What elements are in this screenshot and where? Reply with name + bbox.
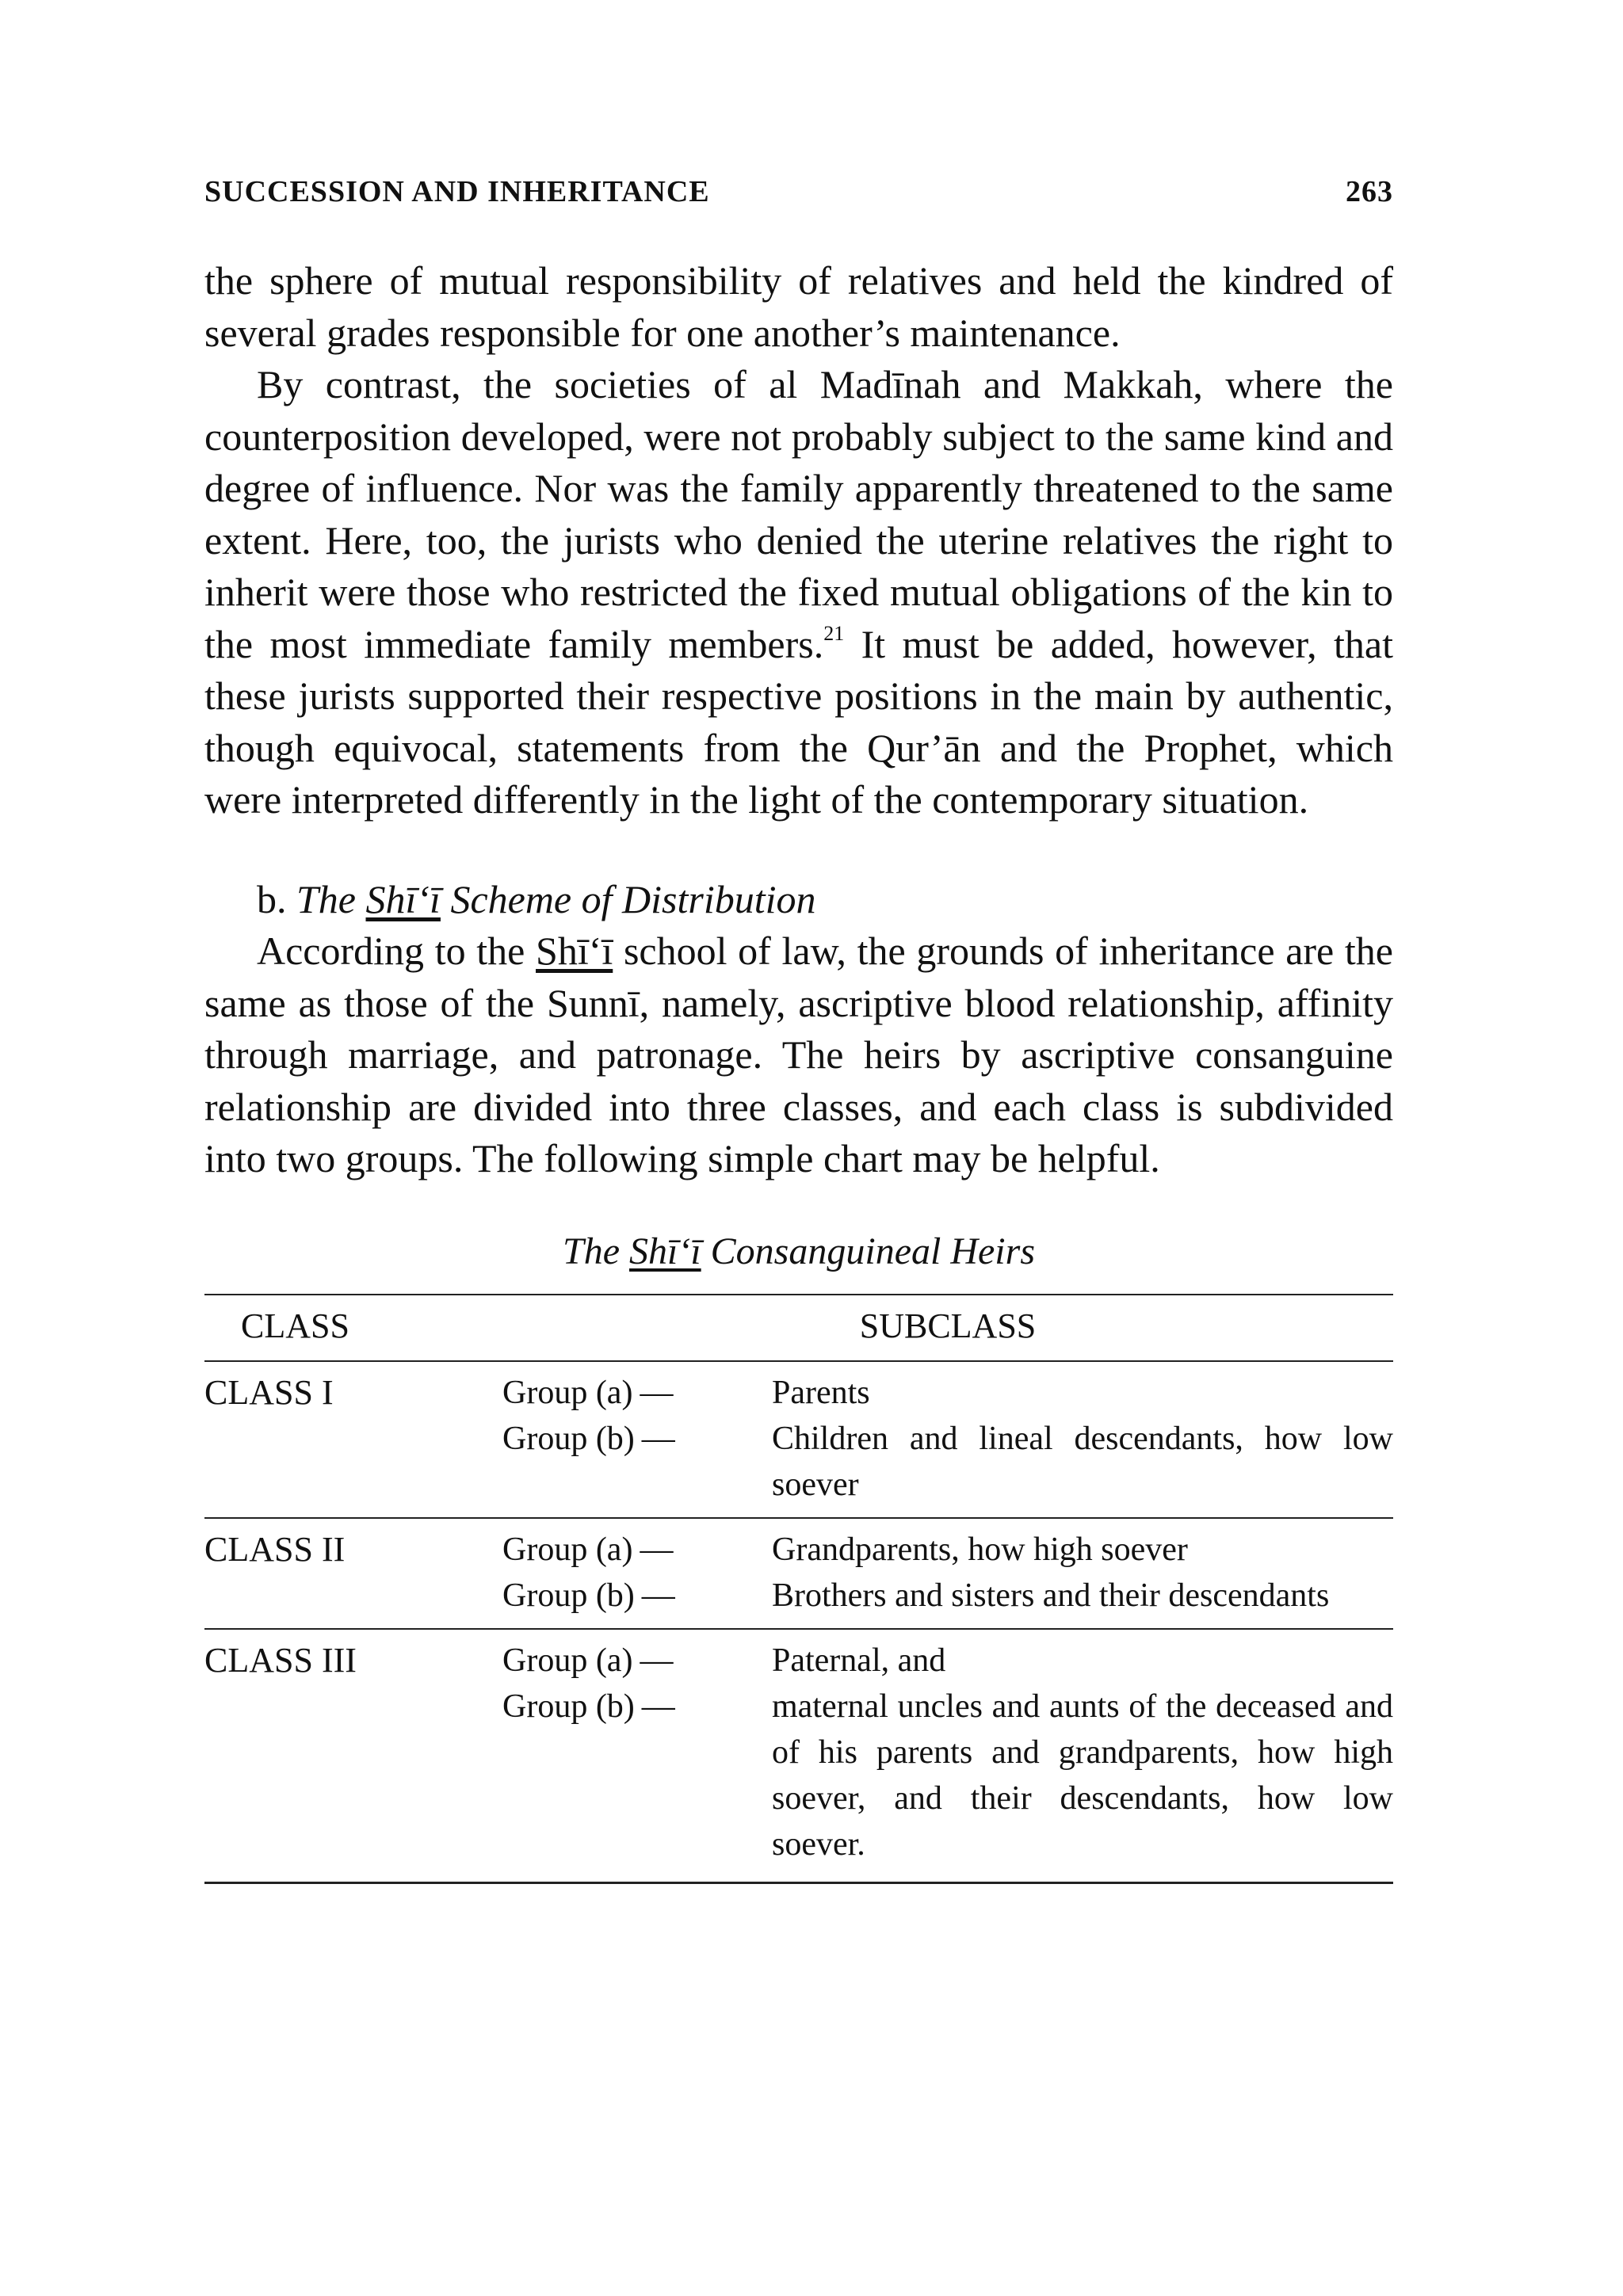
group-b-description: maternal uncles and aunts of the deceased and of his parents and grandparents, how high soever, and their descendants, how low soever. [772, 1688, 1393, 1863]
group-descriptions [772, 1629, 1393, 1883]
section-paragraph [204, 925, 1393, 1185]
section-paragraph-post: school of law, the grounds of inheritance are the same as those of the Sunnī, namely, ascriptive blood relationship, affinity through marriage, and patronage. The heirs by ascriptive consanguine relationship are divided into three classes, and each class is subdivided into two groups. The following simple chart may be helpful. [204, 929, 1393, 1180]
dash: — [641, 1577, 675, 1614]
group-a-label: Group (a) [502, 1642, 633, 1679]
column-header-subclass: SUBCLASS [502, 1295, 1393, 1361]
chart-title-pre: The [563, 1230, 629, 1272]
paragraph-2-text-cont: It must be added, however, that these jurists supported their respective positions in the main by authentic, though equivocal, statements from the Qur’ān and the Prophet, which were interpreted differently in the light of the contemporary situation. [204, 621, 1393, 822]
group-a-description: Paternal, and [772, 1642, 946, 1679]
group-b-description: Children and lineal descendants, how low soever [772, 1420, 1393, 1503]
section-label: b. [257, 876, 287, 921]
class-name: CLASS I [204, 1361, 502, 1518]
group-a-label: Group (a) [502, 1374, 633, 1411]
running-header [204, 174, 1393, 209]
dash: — [640, 1374, 674, 1411]
dash: — [640, 1531, 674, 1568]
class-name: CLASS III [204, 1629, 502, 1883]
dash: — [641, 1420, 675, 1457]
group-labels [502, 1518, 772, 1629]
body-text [204, 255, 1393, 826]
group-labels [502, 1361, 772, 1518]
group-a-description: Parents [772, 1374, 870, 1411]
dash: — [640, 1642, 674, 1679]
book-page [204, 174, 1393, 1884]
table-row [204, 1361, 1393, 1518]
group-b-label: Group (b) [502, 1420, 635, 1457]
running-title: SUCCESSION AND INHERITANCE [204, 175, 710, 208]
group-descriptions [772, 1518, 1393, 1629]
paragraph-2 [204, 359, 1393, 826]
table-row [204, 1518, 1393, 1629]
group-descriptions [772, 1361, 1393, 1518]
group-labels [502, 1629, 772, 1883]
column-header-class: CLASS [204, 1295, 502, 1361]
section-paragraph-shi: Shī‘ī [536, 929, 613, 973]
group-b-description: Brothers and sisters and their descendants [772, 1577, 1330, 1614]
section-heading [204, 874, 1393, 926]
paragraph-1: the sphere of mutual responsibility of relatives and held the kindred of several grades responsible for one another’s maintenance. [204, 258, 1393, 355]
group-a-description: Grandparents, how high soever [772, 1531, 1188, 1568]
chart-title [204, 1230, 1393, 1273]
class-name: CLASS II [204, 1518, 502, 1629]
section-title-shi: Shī‘ī [365, 876, 441, 921]
heirs-table [204, 1294, 1393, 1884]
group-b-label: Group (b) [502, 1577, 635, 1614]
page-number: 263 [1346, 175, 1393, 208]
group-a-label: Group (a) [502, 1531, 633, 1568]
chart-title-shi: Shī‘ī [629, 1230, 701, 1272]
footnote-ref-21[interactable]: 21 [823, 621, 845, 645]
section-paragraph-pre: According to the [257, 929, 537, 973]
section-title [296, 877, 816, 921]
group-b-label: Group (b) [502, 1688, 635, 1725]
table-row [204, 1629, 1393, 1883]
section-title-pre: The [296, 876, 366, 921]
section-body [204, 925, 1393, 1185]
dash: — [641, 1688, 675, 1725]
chart-title-post: Consanguineal Heirs [701, 1230, 1035, 1272]
paragraph-2-text: By contrast, the societies of al Madīnah and Makkah, where the counterposition developed, were not probably subject to the same kind and degree of influence. Nor was the family apparently threatened to the same extent. Here, too, the jurists who denied the uterine relatives the right to inherit were those who restricted the fixed mutual obligations of the kin to the most immediate family members. [204, 362, 1393, 666]
heirs-table-header [204, 1295, 1393, 1361]
section-title-post: Scheme of Distribution [440, 876, 816, 921]
